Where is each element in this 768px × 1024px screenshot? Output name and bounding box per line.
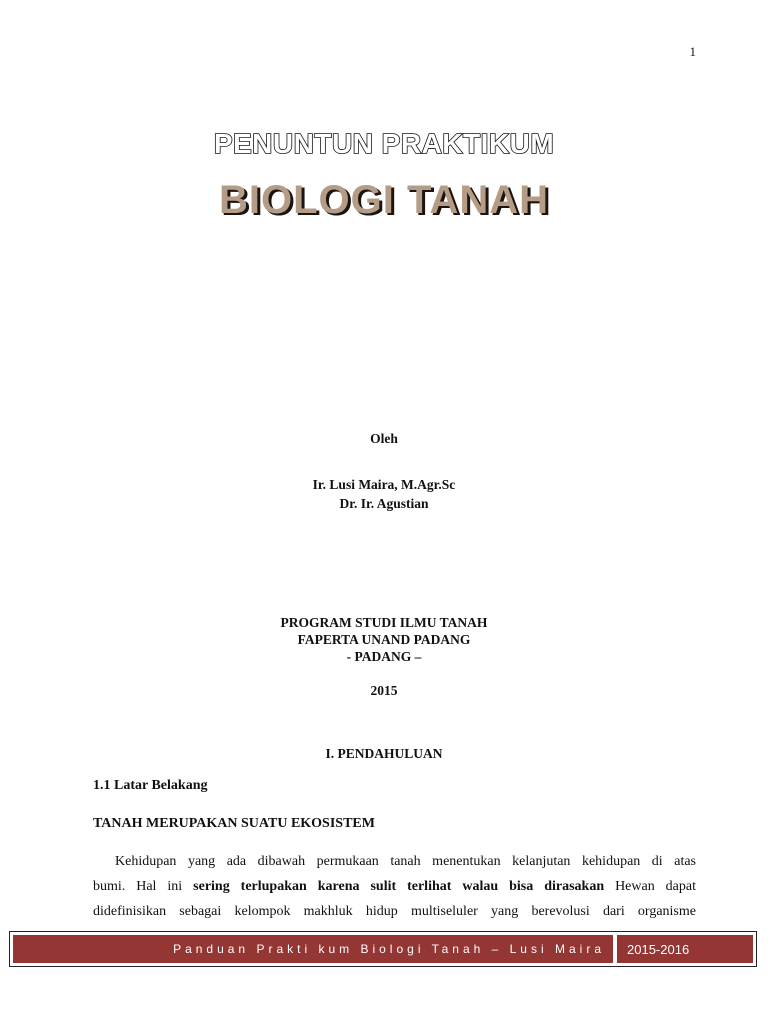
body-paragraph — [93, 849, 696, 924]
footer-year: 2015-2016 — [617, 935, 753, 963]
footer-title: Panduan Prakti kum Biologi Tanah – Lusi Maira — [13, 935, 613, 963]
author-1: Ir. Lusi Maira, M.Agr.Sc — [312, 477, 456, 492]
paragraph-line-1: Kehidupan yang ada dibawah permukaan tanah menentukan kelanjutan kehidupan di atas — [115, 854, 696, 869]
paragraph-line-2-start: bumi. Hal ini — [93, 879, 194, 894]
institution-line-2: FAPERTA UNAND PADANG — [297, 632, 471, 647]
paragraph-line-2-end: Hewan dapat — [604, 879, 696, 894]
title-line-1: PENUNTUN PRAKTIKUM — [213, 128, 555, 159]
page-footer — [9, 931, 757, 967]
byline-label: Oleh — [370, 431, 398, 446]
paragraph-line-2 — [93, 874, 696, 899]
paragraph-line-3: didefinisikan sebagai kelompok makhluk hidup multiseluler yang berevolusi dari organisme — [93, 904, 696, 919]
title-line-2: BIOLOGI TANAH — [218, 178, 549, 222]
section-heading: 1.1 Latar Belakang — [93, 778, 208, 793]
chapter-heading: I. PENDAHULUAN — [325, 746, 443, 761]
institution-year: 2015 — [370, 683, 398, 698]
paragraph-emphasis: sering terlupakan karena sulit terlihat walau bisa dirasakan — [193, 879, 605, 894]
page-number: 1 — [689, 44, 696, 59]
institution-line-3: - PADANG – — [346, 649, 422, 664]
institution-line-1: PROGRAM STUDI ILMU TANAH — [280, 615, 488, 630]
author-2: Dr. Ir. Agustian — [339, 496, 429, 511]
subsection-heading: TANAH MERUPAKAN SUATU EKOSISTEM — [93, 816, 375, 831]
